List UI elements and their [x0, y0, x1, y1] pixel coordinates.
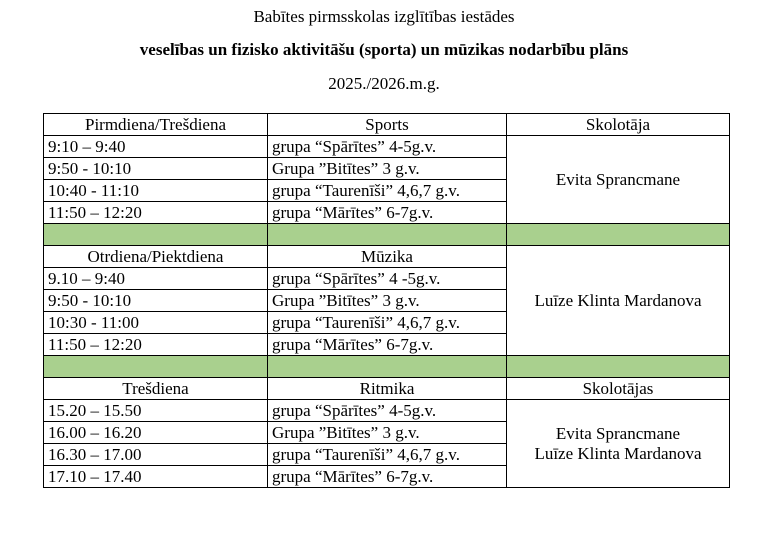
group-cell: grupa “Spārītes” 4 -5g.v.: [268, 268, 507, 290]
activity-header: Ritmika: [268, 378, 507, 400]
time-cell: 10:30 - 11:00: [44, 312, 268, 334]
day-header: Otrdiena/Piektdiena: [44, 246, 268, 268]
time-cell: 9:50 - 10:10: [44, 290, 268, 312]
time-cell: 17.10 – 17.40: [44, 466, 268, 488]
institution-heading: Babītes pirmsskolas izglītības iestādes: [253, 7, 515, 26]
section-header-row: [44, 378, 730, 400]
time-cell: 11:50 – 12:20: [44, 334, 268, 356]
spacer-row: [44, 356, 730, 378]
group-cell: Grupa ”Bitītes” 3 g.v.: [268, 422, 507, 444]
teacher-cell: [507, 136, 730, 224]
table-row: [44, 136, 730, 158]
plan-title: veselības un fizisko aktivitāšu (sporta) un mūzikas nodarbību plāns: [139, 40, 629, 59]
time-cell: 16.30 – 17.00: [44, 444, 268, 466]
teacher-name: Luīze Klinta Mardanova: [534, 443, 702, 463]
spacer-row: [44, 224, 730, 246]
table-row: [44, 400, 730, 422]
teacher-name: Evita Sprancmane: [555, 423, 681, 443]
group-cell: grupa “Spārītes” 4-5g.v.: [268, 400, 507, 422]
group-cell: grupa “Mārītes” 6-7g.v.: [268, 334, 507, 356]
school-year: 2025./2026.m.g.: [328, 74, 440, 93]
time-cell: 9.10 – 9:40: [44, 268, 268, 290]
schedule-table: [43, 113, 730, 488]
activity-header: Sports: [268, 114, 507, 136]
section-header-row: [44, 246, 730, 268]
group-cell: grupa “Spārītes” 4-5g.v.: [268, 136, 507, 158]
group-cell: grupa “Taurenīši” 4,6,7 g.v.: [268, 312, 507, 334]
day-header: Trešdiena: [44, 378, 268, 400]
teacher-cell: [507, 400, 730, 488]
time-cell: 16.00 – 16.20: [44, 422, 268, 444]
time-cell: 11:50 – 12:20: [44, 202, 268, 224]
group-cell: grupa “Taurenīši” 4,6,7 g.v.: [268, 180, 507, 202]
time-cell: 9:50 - 10:10: [44, 158, 268, 180]
teacher-cell: [507, 246, 730, 356]
group-cell: grupa “Mārītes” 6-7g.v.: [268, 202, 507, 224]
time-cell: 9:10 – 9:40: [44, 136, 268, 158]
teacher-header: Skolotājas: [507, 378, 730, 400]
group-cell: Grupa ”Bitītes” 3 g.v.: [268, 290, 507, 312]
teacher-header: Skolotāja: [507, 114, 730, 136]
activity-header: Mūzika: [268, 246, 507, 268]
group-cell: grupa “Mārītes” 6-7g.v.: [268, 466, 507, 488]
section-header-row: [44, 114, 730, 136]
teacher-name: Evita Sprancmane: [555, 169, 681, 189]
teacher-name: Luīze Klinta Mardanova: [534, 290, 702, 310]
time-cell: 15.20 – 15.50: [44, 400, 268, 422]
day-header: Pirmdiena/Trešdiena: [44, 114, 268, 136]
group-cell: Grupa ”Bitītes” 3 g.v.: [268, 158, 507, 180]
group-cell: grupa “Taurenīši” 4,6,7 g.v.: [268, 444, 507, 466]
time-cell: 10:40 - 11:10: [44, 180, 268, 202]
